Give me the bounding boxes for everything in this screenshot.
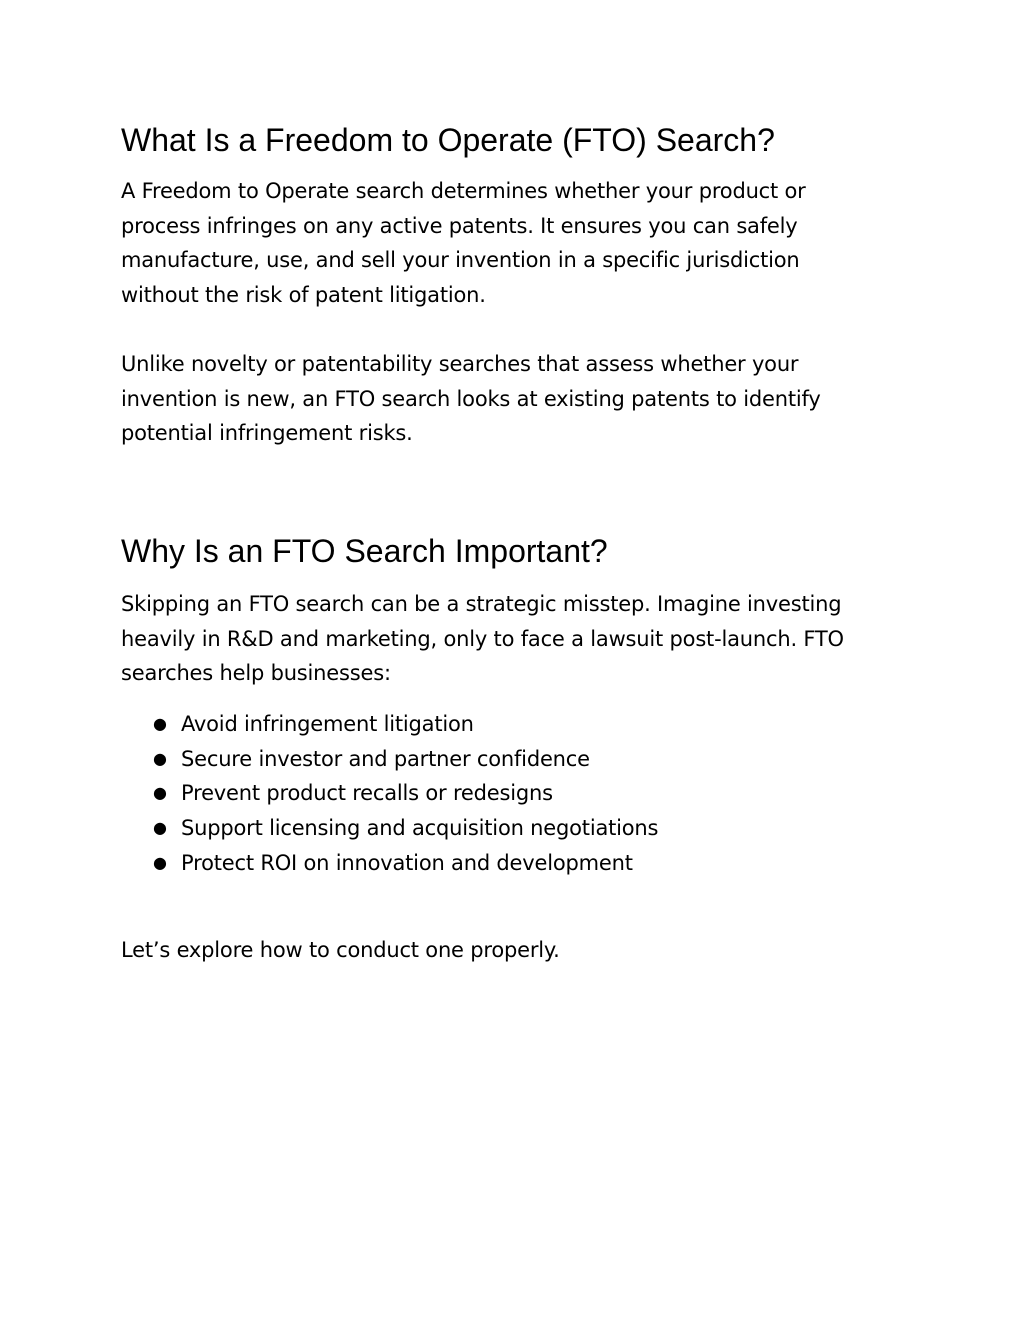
bullet-icon: ● bbox=[153, 783, 167, 803]
benefits-list bbox=[121, 707, 881, 881]
section-heading-fto-search: What Is a Freedom to Operate (FTO) Search? bbox=[121, 122, 775, 158]
list-item bbox=[153, 811, 881, 846]
paragraph-fto-definition: A Freedom to Operate search determines whether your product or process infringes on any active patents. It ensures you can safely manufacture, use, and sell your invention in a specific jurisdiction without the risk of patent litigation. bbox=[121, 179, 806, 308]
document-page bbox=[121, 118, 881, 967]
paragraph-fto-vs-novelty: Unlike novelty or patentability searches that assess whether your invention is new, an FTO search looks at existing patents to identify potential infringement risks. bbox=[121, 351, 821, 446]
paragraph-importance-intro: Skipping an FTO search can be a strategic misstep. Imagine investing heavily in R&D and marketing, only to face a lawsuit post-launch. FTO searches help businesses: bbox=[121, 591, 844, 686]
list-item-text: Avoid infringement litigation bbox=[181, 712, 474, 737]
section-heading-fto-importance: Why Is an FTO Search Important? bbox=[121, 532, 608, 569]
paragraph-closing: Let’s explore how to conduct one properly. bbox=[121, 937, 560, 962]
list-item bbox=[153, 707, 881, 742]
list-item bbox=[153, 776, 881, 811]
list-item-text: Prevent product recalls or redesigns bbox=[181, 781, 553, 806]
bullet-icon: ● bbox=[153, 818, 167, 838]
list-item-text: Secure investor and partner confidence bbox=[181, 746, 590, 771]
bullet-icon: ● bbox=[153, 852, 167, 872]
bullet-icon: ● bbox=[153, 714, 167, 734]
bullet-icon: ● bbox=[153, 748, 167, 768]
list-item-text: Support licensing and acquisition negotiations bbox=[181, 816, 659, 841]
list-item bbox=[153, 846, 881, 881]
list-item bbox=[153, 742, 881, 777]
list-item-text: Protect ROI on innovation and development bbox=[181, 850, 633, 875]
